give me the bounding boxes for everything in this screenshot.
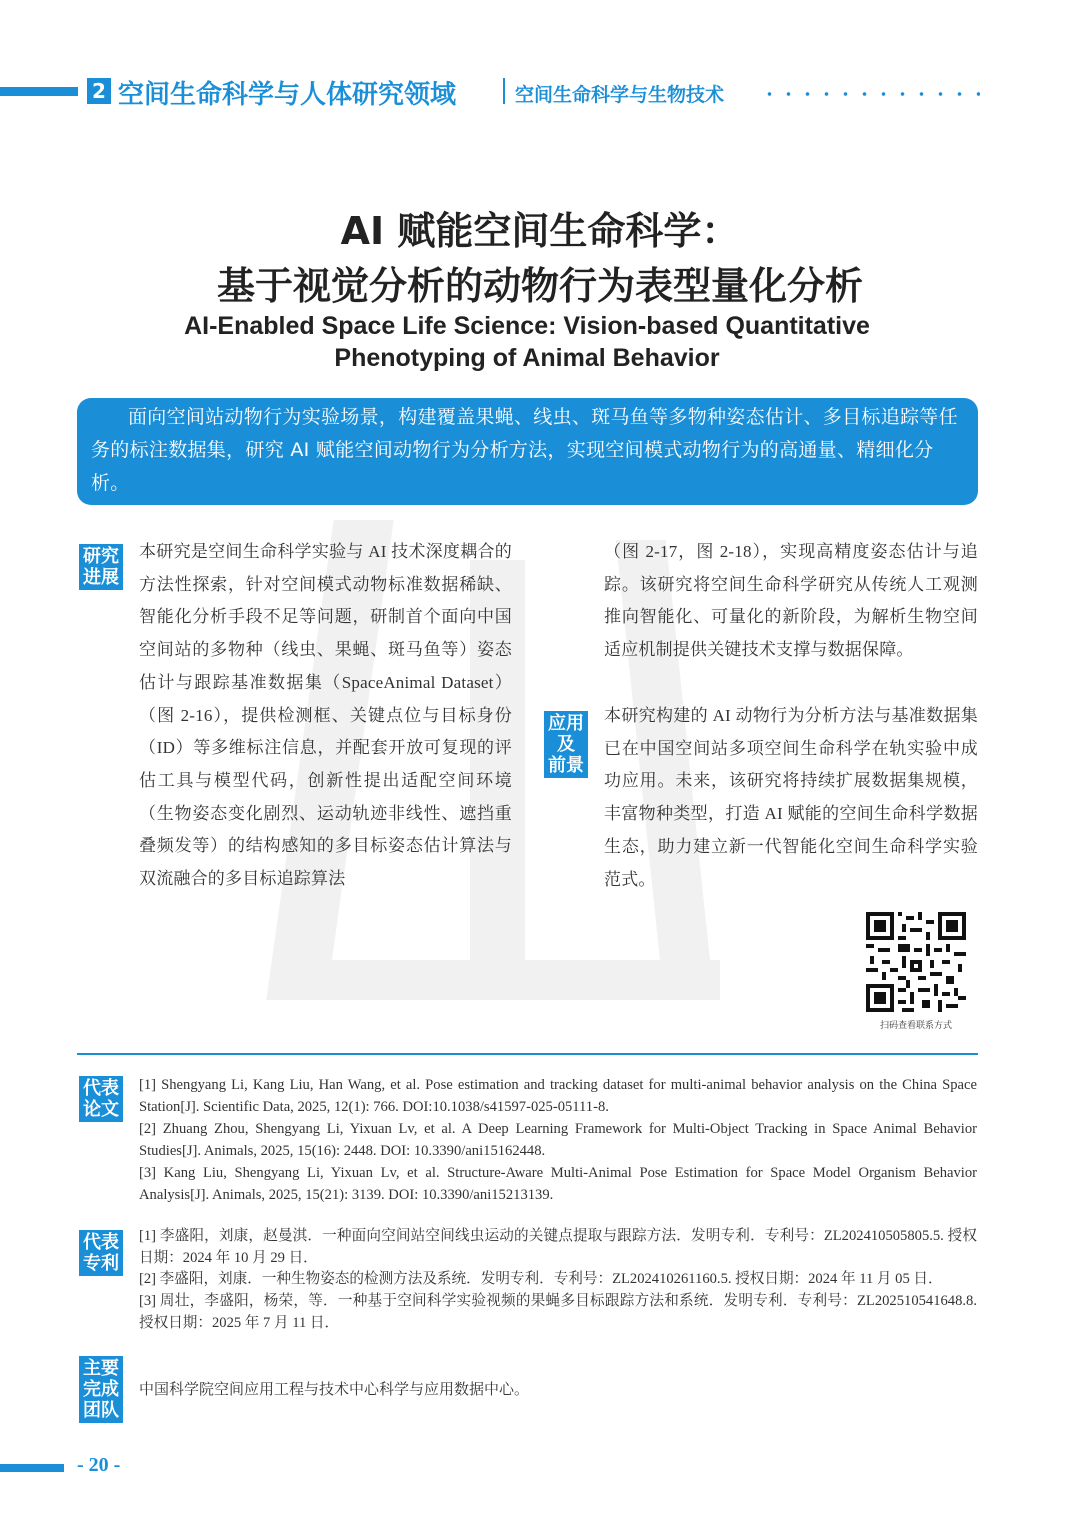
paper-item: [1] Shengyang Li, Kang Liu, Han Wang, et al. Pose estimation and tracking dataset for multi-animal behavior analysis on the China Space Station[J]. Scientific Data, 2025, 12(1): 766. DOI:10.1038/s41597-025-05111-8.	[139, 1077, 977, 1115]
footer-accent-bar	[0, 1464, 64, 1472]
progress-column-left	[139, 536, 512, 896]
progress-text-right: （图 2-17，图 2-18），实现高精度姿态估计与追踪。该研究将空间生命科学研究从传统人工观测推向智能化、可量化的新阶段，为解析生物空间适应机制提供关键技术支撑与数据保障。	[604, 542, 978, 660]
header-accent-bar	[0, 87, 78, 96]
page-number: - 20 -	[77, 1454, 121, 1476]
progress-tag	[79, 544, 123, 590]
team-text: 中国科学院空间应用工程与技术中心科学与应用数据中心。	[139, 1382, 530, 1398]
patent-item: [1] 李盛阳，刘康，赵曼淇．一种面向空间站空间线虫运动的关键点提取与跟踪方法．发明专利．专利号：ZL202410505805.5. 授权日期：2024 年 10 月 29 日．	[139, 1228, 977, 1266]
qr-code[interactable]	[866, 912, 966, 1012]
title-en-line1: AI-Enabled Space Life Science: Vision-based Quantitative	[184, 312, 870, 340]
application-text: 本研究构建的 AI 动物行为分析方法与基准数据集已在中国空间站多项空间生命科学在轨实验中成功应用。未来，该研究将持续扩展数据集规模，丰富物种类型，打造 AI 赋能的空间生命科学数据生态，助力建立新一代智能化空间生命科学实验范式。	[604, 706, 978, 889]
team-tag-line3: 团队	[83, 1400, 119, 1421]
section-number-badge: 2	[87, 78, 111, 104]
progress-tag-line1: 研究	[83, 546, 119, 567]
watermark-shape	[300, 960, 720, 1000]
patents-tag-line2: 专利	[83, 1253, 119, 1274]
title-en-line2: Phenotyping of Animal Behavior	[334, 344, 720, 372]
title-cn-line1: AI 赋能空间生命科学：	[340, 209, 740, 253]
papers-tag-line2: 论文	[83, 1099, 119, 1120]
application-tag-line2: 及	[557, 734, 575, 755]
patents-tag-line1: 代表	[83, 1232, 119, 1253]
header-separator	[503, 78, 505, 104]
progress-column-right	[604, 536, 978, 667]
abstract-box	[77, 398, 978, 505]
qr-caption: 扫码查看联系方式	[879, 1021, 952, 1031]
header-dotted-line	[760, 92, 980, 96]
patents-tag	[79, 1230, 123, 1276]
application-tag-line1: 应用	[548, 713, 584, 734]
paper-item: [2] Zhuang Zhou, Shengyang Li, Yixuan Lv, et al. A Deep Learning Framework for Multi-Object Tracking in Space Animal Behavior Studies[J]. Animals, 2025, 15(16): 2448. DOI: 10.3390/ani15162448.	[139, 1121, 977, 1159]
subsection-title: 空间生命科学与生物技术	[515, 84, 725, 106]
progress-tag-line2: 进展	[83, 567, 119, 588]
patent-item: [3] 周壮，李盛阳，杨荣，等．一种基于空间科学实验视频的果蝇多目标跟踪方法和系统．发明专利．专利号：ZL202510541648.8. 授权日期：2025 年 7 月 11 日．	[139, 1293, 977, 1331]
team-tag-line2: 完成	[83, 1379, 119, 1400]
application-column	[604, 700, 978, 896]
section-divider	[77, 1053, 978, 1055]
application-tag-line3: 前景	[548, 755, 584, 776]
patents-list	[139, 1226, 977, 1335]
papers-tag-line1: 代表	[83, 1078, 119, 1099]
patent-item: [2] 李盛阳，刘康．一种生物姿态的检测方法及系统．发明专利．专利号：ZL202410261160.5. 授权日期：2024 年 11 月 05 日．	[139, 1271, 943, 1288]
papers-tag	[79, 1076, 123, 1122]
abstract-text: 面向空间站动物行为实验场景，构建覆盖果蝇、线虫、斑马鱼等多物种姿态估计、多目标追踪等任务的标注数据集，研究 AI 赋能空间动物行为分析方法，实现空间模式动物行为的高通量、精细化分析。	[91, 406, 958, 494]
papers-list	[139, 1074, 977, 1206]
paper-item: [3] Kang Liu, Shengyang Li, Yixuan Lv, et al. Structure-Aware Multi-Animal Pose Estimation for Space Model Organism Behavior Analysis[J]. Animals, 2025, 15(21): 3139. DOI: 10.3390/ani15213139.	[139, 1165, 977, 1203]
progress-text-left: 本研究是空间生命科学实验与 AI 技术深度耦合的方法性探索，针对空间模式动物标准数据稀缺、智能化分析手段不足等问题，研制首个面向中国空间站的多物种（线虫、果蝇、斑马鱼等）姿态估计与跟踪基准数据集（SpaceAnimal Dataset）（图 2-16），提供检测框、关键点位与目标身份（ID）等多维标注信息，并配套开放可复现的评估工具与模型代码，创新性提出适配空间环境（生物姿态变化剧烈、运动轨迹非线性、遮挡重叠频发等）的结构感知的多目标姿态估计算法与双流融合的多目标追踪算法	[139, 542, 512, 889]
section-title: 空间生命科学与人体研究领域	[118, 80, 457, 110]
title-cn-line2: 基于视觉分析的动物行为表型量化分析	[216, 264, 863, 308]
team-tag-line1: 主要	[83, 1358, 119, 1379]
application-tag	[544, 711, 588, 778]
team-tag	[79, 1356, 123, 1423]
